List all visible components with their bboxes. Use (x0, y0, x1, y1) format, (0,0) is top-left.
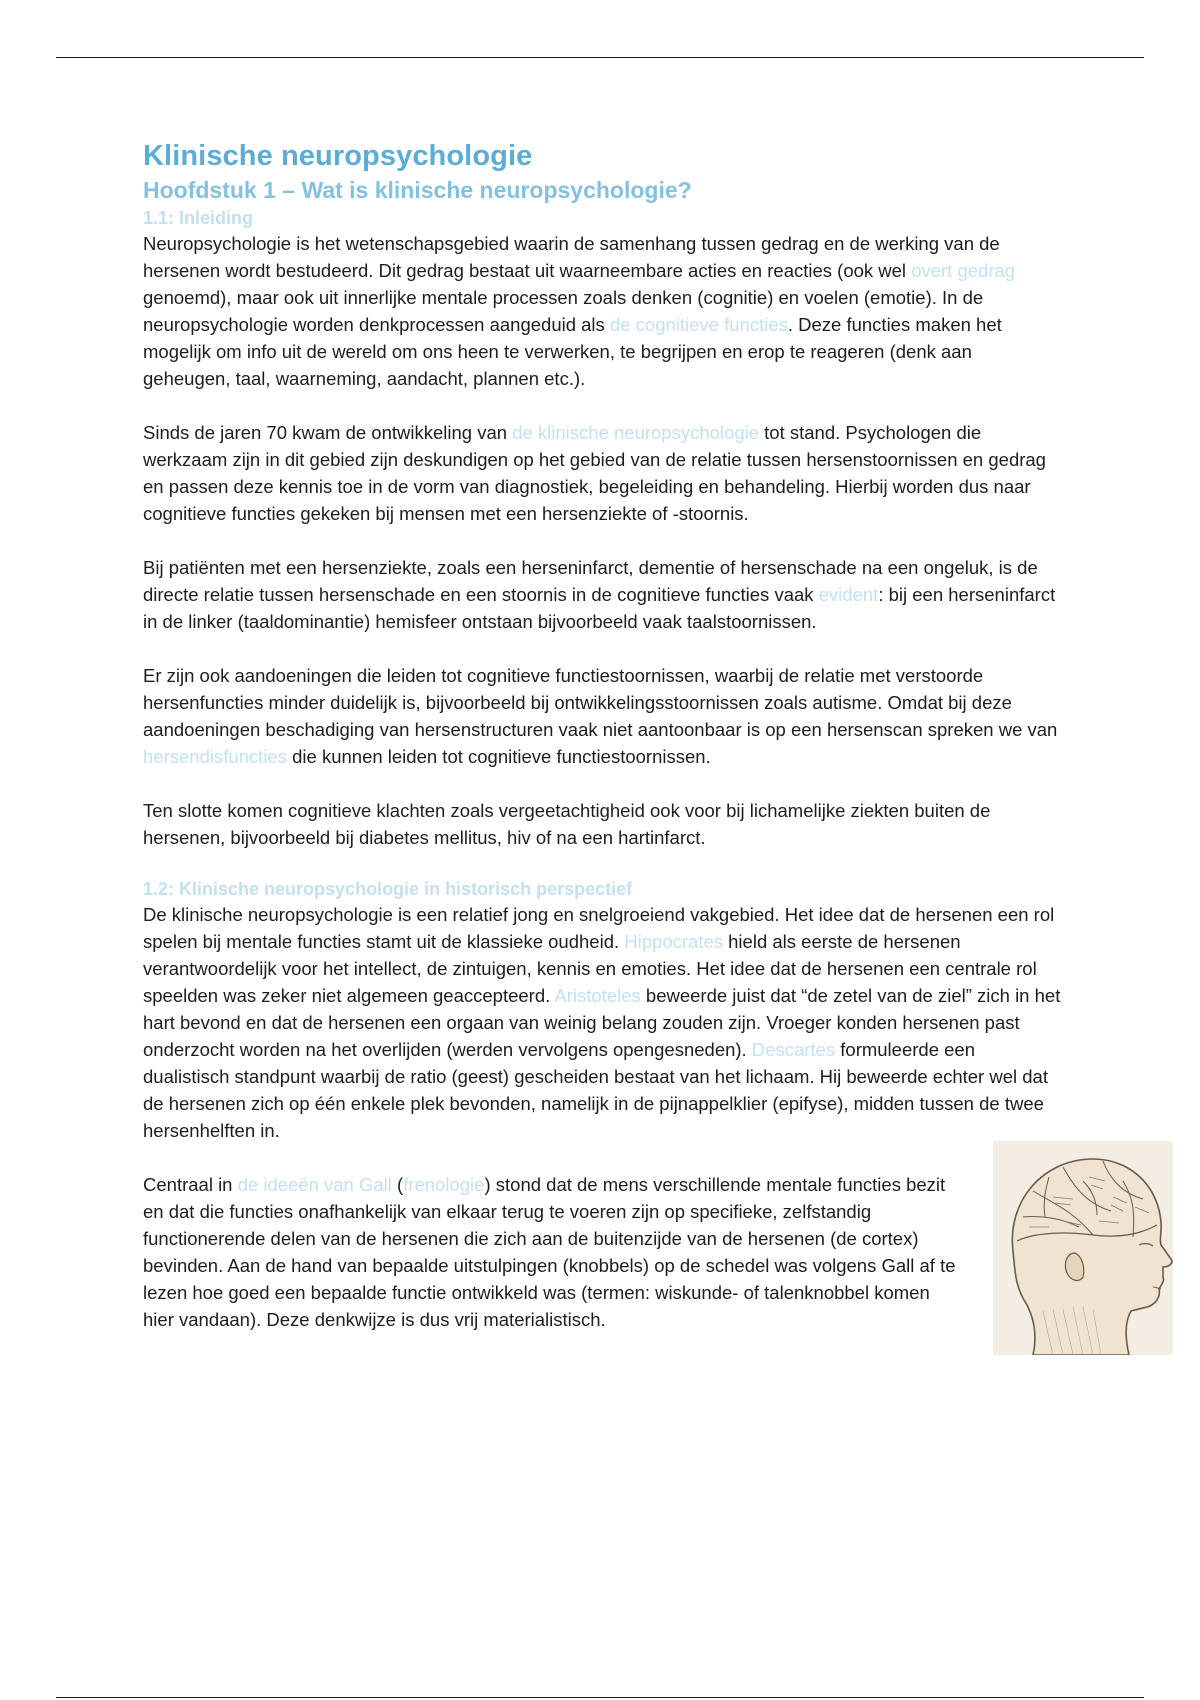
section-heading-historisch: 1.2: Klinische neuropsychologie in historisch perspectief (143, 879, 633, 899)
term-klinische-neuropsychologie: de klinische neuropsychologie (512, 422, 760, 443)
paragraph-gall: Centraal in de ideeën van Gall (frenologie) stond dat de mens verschillende mentale functies bezit en dat die functies onafhankelijk van elkaar terug te voeren zijn op specifieke, zelfstandig functionerende delen van de hersenen die zich aan de buitenzijde van de hersenen (de cortex) bevinden. Aan de hand van bepaalde uitstulpingen (knobbels) op de schedel was volgens Gall af te lezen hoe goed een bepaalde functie ontwikkeld was (termen: wiskunde- of talenknobbel komen hier vandaan). Deze denkwijze is dus vrij materialistisch. (143, 1174, 956, 1330)
document-body (143, 140, 1063, 1333)
page-top-rule (56, 57, 1144, 58)
chapter-heading: Hoofdstuk 1 – Wat is klinische neuropsychologie? (143, 177, 692, 203)
paragraph-jaren-70: Sinds de jaren 70 kwam de ontwikkeling van de klinische neuropsychologie tot stand. Psychologen die werkzaam zijn in dit gebied zijn deskundigen op het gebied van de relatie tussen hersenstoornissen en gedrag en passen deze kennis toe in de vorm van diagnostiek, begeleiding en behandeling. Hierbij worden dus naar cognitieve functies gekeken bij mensen met een hersenziekte of -stoornis. (143, 422, 1046, 524)
paragraph-historie: De klinische neuropsychologie is een relatief jong en snelgroeiend vakgebied. Het idee dat de hersenen een rol spelen bij mentale functies stamt uit de klassieke oudheid. Hippocrates hield als eerste de hersenen verantwoordelijk voor het intellect, de zintuigen, kennis en emoties. Het idee dat de hersenen een centrale rol speelden was zeker niet algemeen geaccepteerd. Aristoteles beweerde juist dat “de zetel van de ziel” zich in het hart bevond en dat de hersenen een orgaan van weinig belang zouden zijn. Vroeger konden hersenen past onderzocht worden na het overlijden (werden vervolgens opengesneden). Descartes formuleerde een dualistisch standpunt waarbij de ratio (geest) gescheiden bestaat van het lichaam. Hij beweerde echter wel dat de hersenen zich op één enkele plek bevonden, namelijk in de pijnappelklier (epifyse), midden tussen de twee hersenhelften in. (143, 904, 1061, 1141)
gall-section (143, 1171, 1063, 1333)
paragraph-neuropsychologie: Neuropsychologie is het wetenschapsgebied waarin de samenhang tussen gedrag en de werking van de hersenen wordt bestudeerd. Dit gedrag bestaat uit waarneembare acties en reacties (ook wel overt gedrag genoemd), maar ook uit innerlijke mentale processen zoals denken (cognitie) en voelen (emotie). In de neuropsychologie worden denkprocessen aangeduid als de cognitieve functies. Deze functies maken het mogelijk om info uit de wereld om ons heen te verwerken, te begrijpen en erop te reageren (denk aan geheugen, taal, waarneming, aandacht, plannen etc.). (143, 233, 1016, 389)
term-overt-gedrag: overt gedrag (911, 260, 1016, 281)
section-heading-inleiding: 1.1: Inleiding (143, 208, 254, 228)
document-title: Klinische neuropsychologie (143, 140, 533, 172)
term-aristoteles: Aristoteles (554, 985, 641, 1006)
paragraph-patienten: Bij patiënten met een hersenziekte, zoals een herseninfarct, dementie of hersenschade na een ongeluk, is de directe relatie tussen hersenschade en een stoornis in de cognitieve functies vaak evident: bij een herseninfarct in de linker (taaldominantie) hemisfeer ontstaan bijvoorbeeld vaak taalstoornissen. (143, 557, 1056, 632)
page-bottom-rule (56, 1697, 1144, 1698)
term-hersendisfuncties: hersendisfuncties (143, 746, 287, 767)
paragraph-ten-slotte: Ten slotte komen cognitieve klachten zoals vergeetachtigheid ook voor bij lichamelijke ziekten buiten de hersenen, bijvoorbeeld bij diabetes mellitus, hiv of na een hartinfarct. (143, 800, 991, 848)
term-descartes: Descartes (751, 1039, 836, 1060)
paragraph-aandoeningen: Er zijn ook aandoeningen die leiden tot cognitieve functiestoornissen, waarbij de relatie met verstoorde hersenfuncties minder duidelijk is, bijvoorbeeld bij ontwikkelingsstoornissen zoals autisme. Omdat bij deze aandoeningen beschadiging van hersenstructuren vaak niet aantoonbaar is op een hersenscan spreken we van hersendisfuncties die kunnen leiden tot cognitieve functiestoornissen. (143, 665, 1058, 767)
term-hippocrates: Hippocrates (624, 931, 723, 952)
term-cognitieve-functies: de cognitieve functies (609, 314, 788, 335)
term-ideeen-van-gall: de ideeën van Gall (237, 1174, 392, 1195)
term-frenologie: frenologie (403, 1174, 485, 1195)
term-evident: evident (818, 584, 879, 605)
phrenology-head-icon (993, 1141, 1173, 1355)
